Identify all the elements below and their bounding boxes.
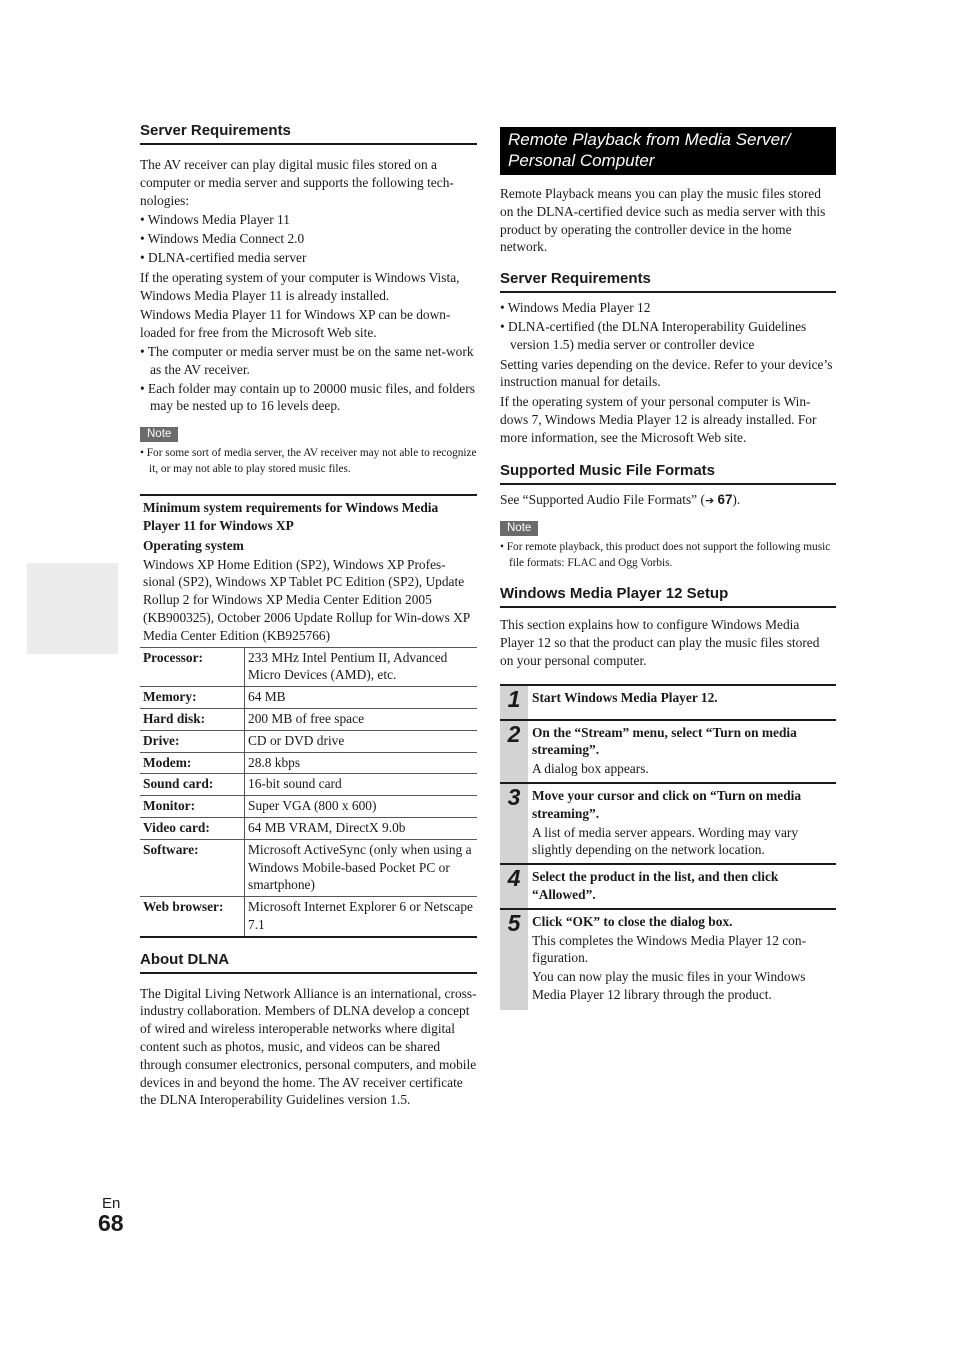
- table-row: [140, 774, 477, 796]
- note-text: • For remote playback, this product does not support the following music file formats: FLAC and Ogg Vorbis.: [500, 541, 831, 570]
- table-row: [140, 730, 477, 752]
- list-item: • Windows Media Connect 2.0: [140, 231, 305, 247]
- step-number: 3: [500, 784, 528, 863]
- table-row: [140, 839, 477, 896]
- table-row: [140, 647, 477, 687]
- step-number: 4: [500, 865, 528, 908]
- list-item: • Each folder may contain up to 20000 music files, and folders may be nested up to 16 levels deep.: [140, 380, 475, 414]
- spec-value: 28.8 kbps: [245, 752, 478, 774]
- list-item: • DLNA-certified media server: [140, 249, 307, 265]
- os-label: Operating system: [143, 537, 244, 553]
- spec-key: Drive:: [140, 730, 245, 752]
- spec-table: [140, 647, 477, 936]
- spec-value: Microsoft ActiveSync (only when using a Windows Mobile-based Pocket PC or smartphone): [245, 839, 478, 896]
- table-row: [140, 796, 477, 818]
- server-requirements-heading-2: Server Requirements: [500, 270, 836, 293]
- spec-key: Monitor:: [140, 796, 245, 818]
- note-label: Note: [500, 521, 538, 536]
- table-row: [140, 817, 477, 839]
- setup-steps: [500, 684, 836, 1010]
- step-title: Select the product in the list, and then click “Allowed”.: [532, 869, 779, 902]
- download-paragraph: Windows Media Player 11 for Windows XP can be down-loaded for free from the Microsoft Web site.: [140, 307, 451, 341]
- page-number: 68: [98, 1210, 124, 1236]
- server-intro: The AV receiver can play digital music files stored on a computer or media server and supports the following tech-nologies:: [140, 157, 454, 208]
- windows7-paragraph: If the operating system of your personal computer is Win-dows 7, Windows Media Player 12 is already installed. For more information, see the Microsoft Web site.: [500, 394, 817, 445]
- formats-close-text: ).: [732, 491, 741, 507]
- spec-key: Processor:: [140, 647, 245, 687]
- step-title: On the “Stream” menu, select “Turn on media streaming”.: [532, 724, 797, 758]
- tech-list: [140, 211, 477, 266]
- spec-value: Microsoft Internet Explorer 6 or Netscape 7.1: [245, 897, 478, 936]
- step-number: 5: [500, 910, 528, 1010]
- requirements-list: [500, 299, 836, 353]
- note-text: • For some sort of media server, the AV receiver may not able to recognize it, or may not able to play stored music files.: [140, 447, 477, 476]
- left-column: [140, 0, 477, 1109]
- list-item: • Windows Media Player 12: [500, 300, 651, 316]
- spec-key: Sound card:: [140, 774, 245, 796]
- step-5: [500, 910, 836, 1010]
- spec-key: Hard disk:: [140, 708, 245, 730]
- min-req-title: Minimum system requirements for Windows Media Player 11 for Windows XP: [143, 500, 439, 533]
- step-title: Click “OK” to close the dialog box.: [532, 913, 733, 929]
- spec-value: CD or DVD drive: [245, 730, 478, 752]
- setting-paragraph: Setting varies depending on the device. Refer to your device’s instruction manual for details.: [500, 356, 833, 390]
- dlna-text: The Digital Living Network Alliance is an international, cross-industry collaboration. Members of DLNA develop a concept of wired and wireless interoperable networks where digital content such as photos, music, and videos can be shared through consumer electronics, personal computers, and mobile devices in and beyond the home. The AV receiver certificate the DLNA Interoperability Guidelines version 1.5.: [140, 985, 477, 1108]
- spec-value: 16-bit sound card: [245, 774, 478, 796]
- step-number: 2: [500, 721, 528, 782]
- spec-key: Modem:: [140, 752, 245, 774]
- spec-value: Super VGA (800 x 600): [245, 796, 478, 818]
- formats-reference: [500, 491, 836, 510]
- table-row: [140, 708, 477, 730]
- step-number: 1: [500, 686, 528, 719]
- list-item: • The computer or media server must be on the same net-work as the AV receiver.: [140, 343, 474, 377]
- list-item: • Windows Media Player 11: [140, 212, 290, 228]
- about-dlna-heading: About DLNA: [140, 951, 477, 974]
- spec-key: Video card:: [140, 817, 245, 839]
- remote-intro: Remote Playback means you can play the music files stored on the DLNA-certified device such as media server with this product by operating the controller device in the home network.: [500, 186, 826, 255]
- arrow-icon: ➔: [704, 493, 715, 507]
- note-box-2: [500, 518, 836, 571]
- spec-key: Memory:: [140, 687, 245, 709]
- step-4: [500, 865, 836, 910]
- list-item: • DLNA-certified (the DLNA Interoperability Guidelines version 1.5) media server or controller device: [500, 318, 807, 352]
- step-detail: You can now play the music files in your Windows Media Player 12 library through the product.: [532, 969, 806, 1002]
- network-list: [140, 343, 477, 415]
- spec-value: 233 MHz Intel Pentium II, Advanced Micro Devices (AMD), etc.: [245, 647, 478, 687]
- vista-paragraph: If the operating system of your computer is Windows Vista, Windows Media Player 11 is already installed.: [140, 269, 460, 303]
- spec-key: Software:: [140, 839, 245, 896]
- step-detail: A dialog box appears.: [532, 761, 649, 777]
- step-detail: A list of media server appears. Wording may vary slightly depending on the network location.: [532, 824, 799, 858]
- supported-formats-heading: Supported Music File Formats: [500, 462, 836, 485]
- table-row: [140, 752, 477, 774]
- server-requirements-heading: Server Requirements: [140, 122, 477, 145]
- table-row: [140, 897, 477, 936]
- formats-see-text: See “Supported Audio File Formats” (: [500, 491, 705, 507]
- step-2: [500, 721, 836, 784]
- note-label: Note: [140, 427, 178, 442]
- wmp12-setup-heading: Windows Media Player 12 Setup: [500, 585, 836, 608]
- min-requirements-box: [140, 494, 477, 938]
- spec-value: 64 MB: [245, 687, 478, 709]
- section-banner: Remote Playback from Media Server/ Personal Computer: [500, 127, 836, 175]
- right-column: [500, 0, 836, 1010]
- page-reference-link[interactable]: 67: [717, 491, 733, 507]
- step-3: [500, 784, 836, 865]
- step-1: [500, 686, 836, 721]
- spec-value: 64 MB VRAM, DirectX 9.0b: [245, 817, 478, 839]
- table-row: [140, 687, 477, 709]
- note-box: [140, 424, 477, 477]
- step-detail: This completes the Windows Media Player 12 con-figuration.: [532, 932, 807, 966]
- os-text: Windows XP Home Edition (SP2), Windows XP Profes-sional (SP2), Windows XP Tablet PC Edition (SP2), Update Rollup 2 for Windows XP Media Center Edition 2005 (KB900325), October 2006 Update Rollup for Win-dows XP Media Center Edition (KB925766): [143, 556, 470, 643]
- side-tab: [27, 563, 118, 654]
- step-title: Move your cursor and click on “Turn on media streaming”.: [532, 787, 802, 821]
- spec-key: Web browser:: [140, 897, 245, 936]
- spec-value: 200 MB of free space: [245, 708, 478, 730]
- language-label: En: [102, 1195, 121, 1212]
- step-title: Start Windows Media Player 12.: [532, 689, 718, 705]
- wmp12-intro: This section explains how to configure Windows Media Player 12 so that the product can play the music files stored on your personal computer.: [500, 617, 820, 668]
- page-number-block: [98, 1195, 124, 1234]
